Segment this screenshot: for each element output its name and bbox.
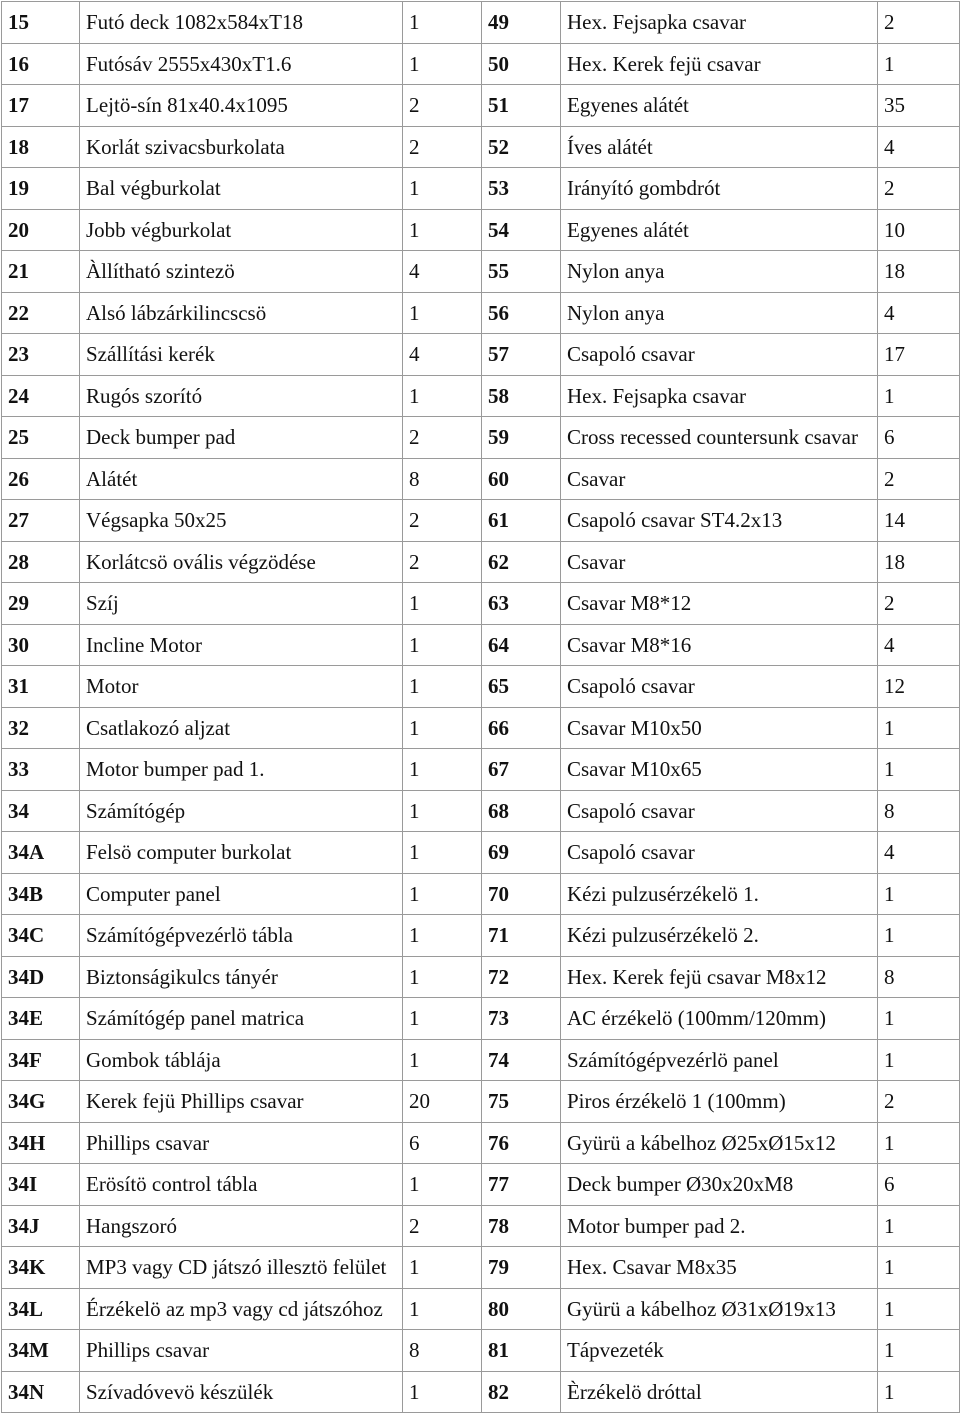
part-name-cell: Csapoló csavar bbox=[561, 832, 878, 874]
table-row bbox=[2, 666, 960, 708]
quantity-cell: 35 bbox=[878, 85, 960, 127]
part-name-cell: Íves alátét bbox=[561, 126, 878, 168]
part-number-cell: 49 bbox=[482, 2, 561, 44]
quantity-cell: 1 bbox=[403, 666, 482, 708]
quantity-cell: 2 bbox=[878, 168, 960, 210]
part-name-cell: Számítógépvezérlö panel bbox=[561, 1039, 878, 1081]
quantity-cell: 1 bbox=[878, 873, 960, 915]
quantity-cell: 4 bbox=[878, 292, 960, 334]
part-number-cell: 52 bbox=[482, 126, 561, 168]
quantity-cell: 6 bbox=[878, 1164, 960, 1206]
quantity-cell: 1 bbox=[878, 707, 960, 749]
part-name-cell: Hex. Kerek fejü csavar bbox=[561, 43, 878, 85]
part-number-cell: 34F bbox=[2, 1039, 80, 1081]
part-name-cell: Gyürü a kábelhoz Ø31xØ19x13 bbox=[561, 1288, 878, 1330]
part-name-cell: Nylon anya bbox=[561, 251, 878, 293]
part-name-cell: Jobb végburkolat bbox=[80, 209, 403, 251]
part-name-cell: Hex. Kerek fejü csavar M8x12 bbox=[561, 956, 878, 998]
part-name-cell: Érzékelö az mp3 vagy cd játszóhoz bbox=[80, 1288, 403, 1330]
part-number-cell: 22 bbox=[2, 292, 80, 334]
table-row bbox=[2, 168, 960, 210]
quantity-cell: 1 bbox=[878, 1122, 960, 1164]
quantity-cell: 8 bbox=[878, 956, 960, 998]
part-name-cell: Csavar M10x50 bbox=[561, 707, 878, 749]
part-name-cell: Csapoló csavar bbox=[561, 790, 878, 832]
part-number-cell: 50 bbox=[482, 43, 561, 85]
part-name-cell: Tápvezeték bbox=[561, 1330, 878, 1372]
quantity-cell: 1 bbox=[403, 998, 482, 1040]
part-number-cell: 30 bbox=[2, 624, 80, 666]
quantity-cell: 1 bbox=[403, 1288, 482, 1330]
part-name-cell: Motor bbox=[80, 666, 403, 708]
part-number-cell: 15 bbox=[2, 2, 80, 44]
part-name-cell: Csavar M8*12 bbox=[561, 583, 878, 625]
part-number-cell: 54 bbox=[482, 209, 561, 251]
table-row bbox=[2, 209, 960, 251]
quantity-cell: 6 bbox=[403, 1122, 482, 1164]
part-number-cell: 67 bbox=[482, 749, 561, 791]
part-name-cell: Biztonságikulcs tányér bbox=[80, 956, 403, 998]
part-number-cell: 27 bbox=[2, 500, 80, 542]
table-row bbox=[2, 292, 960, 334]
table-row bbox=[2, 749, 960, 791]
quantity-cell: 1 bbox=[878, 1330, 960, 1372]
part-number-cell: 70 bbox=[482, 873, 561, 915]
part-name-cell: Korlátcsö ovális végzödése bbox=[80, 541, 403, 583]
part-name-cell: Gombok táblája bbox=[80, 1039, 403, 1081]
part-number-cell: 57 bbox=[482, 334, 561, 376]
part-name-cell: Hex. Fejsapka csavar bbox=[561, 2, 878, 44]
part-number-cell: 74 bbox=[482, 1039, 561, 1081]
part-name-cell: Computer panel bbox=[80, 873, 403, 915]
part-number-cell: 34J bbox=[2, 1205, 80, 1247]
part-number-cell: 77 bbox=[482, 1164, 561, 1206]
quantity-cell: 1 bbox=[878, 1288, 960, 1330]
quantity-cell: 1 bbox=[403, 375, 482, 417]
quantity-cell: 1 bbox=[403, 583, 482, 625]
quantity-cell: 1 bbox=[878, 1247, 960, 1289]
part-number-cell: 66 bbox=[482, 707, 561, 749]
part-name-cell: Szívadóvevö készülék bbox=[80, 1371, 403, 1413]
table-row bbox=[2, 873, 960, 915]
quantity-cell: 8 bbox=[403, 1330, 482, 1372]
part-name-cell: Deck bumper pad bbox=[80, 417, 403, 459]
part-number-cell: 34I bbox=[2, 1164, 80, 1206]
part-name-cell: Phillips csavar bbox=[80, 1330, 403, 1372]
parts-list-body bbox=[2, 2, 960, 1413]
table-row bbox=[2, 1205, 960, 1247]
part-number-cell: 58 bbox=[482, 375, 561, 417]
part-number-cell: 32 bbox=[2, 707, 80, 749]
table-row bbox=[2, 126, 960, 168]
table-row bbox=[2, 915, 960, 957]
part-number-cell: 17 bbox=[2, 85, 80, 127]
part-number-cell: 34B bbox=[2, 873, 80, 915]
part-name-cell: Csapoló csavar bbox=[561, 666, 878, 708]
part-number-cell: 34N bbox=[2, 1371, 80, 1413]
table-row bbox=[2, 998, 960, 1040]
quantity-cell: 1 bbox=[403, 873, 482, 915]
part-name-cell: Incline Motor bbox=[80, 624, 403, 666]
table-row bbox=[2, 1288, 960, 1330]
part-number-cell: 82 bbox=[482, 1371, 561, 1413]
quantity-cell: 2 bbox=[403, 417, 482, 459]
table-row bbox=[2, 1330, 960, 1372]
table-row bbox=[2, 832, 960, 874]
part-name-cell: Szállítási kerék bbox=[80, 334, 403, 376]
table-row bbox=[2, 541, 960, 583]
part-name-cell: Számítógép panel matrica bbox=[80, 998, 403, 1040]
part-name-cell: Lejtö-sín 81x40.4x1095 bbox=[80, 85, 403, 127]
part-number-cell: 25 bbox=[2, 417, 80, 459]
quantity-cell: 10 bbox=[878, 209, 960, 251]
part-number-cell: 73 bbox=[482, 998, 561, 1040]
part-number-cell: 51 bbox=[482, 85, 561, 127]
part-number-cell: 20 bbox=[2, 209, 80, 251]
quantity-cell: 1 bbox=[878, 749, 960, 791]
part-name-cell: Piros érzékelö 1 (100mm) bbox=[561, 1081, 878, 1123]
part-name-cell: Szíj bbox=[80, 583, 403, 625]
quantity-cell: 1 bbox=[403, 707, 482, 749]
table-row bbox=[2, 2, 960, 44]
parts-list-table bbox=[1, 1, 960, 1413]
part-name-cell: Csatlakozó aljzat bbox=[80, 707, 403, 749]
part-number-cell: 34M bbox=[2, 1330, 80, 1372]
part-number-cell: 23 bbox=[2, 334, 80, 376]
part-name-cell: Hex. Csavar M8x35 bbox=[561, 1247, 878, 1289]
part-number-cell: 68 bbox=[482, 790, 561, 832]
part-name-cell: Egyenes alátét bbox=[561, 209, 878, 251]
table-row bbox=[2, 707, 960, 749]
part-name-cell: Futósáv 2555x430xT1.6 bbox=[80, 43, 403, 85]
part-name-cell: Hangszoró bbox=[80, 1205, 403, 1247]
table-row bbox=[2, 334, 960, 376]
part-name-cell: MP3 vagy CD játszó illesztö felület bbox=[80, 1247, 403, 1289]
part-number-cell: 16 bbox=[2, 43, 80, 85]
part-name-cell: Irányító gombdrót bbox=[561, 168, 878, 210]
part-name-cell: Èrzékelö dróttal bbox=[561, 1371, 878, 1413]
quantity-cell: 2 bbox=[403, 85, 482, 127]
part-name-cell: Nylon anya bbox=[561, 292, 878, 334]
quantity-cell: 2 bbox=[403, 541, 482, 583]
quantity-cell: 1 bbox=[403, 624, 482, 666]
quantity-cell: 4 bbox=[878, 832, 960, 874]
quantity-cell: 1 bbox=[878, 1039, 960, 1081]
part-number-cell: 81 bbox=[482, 1330, 561, 1372]
part-number-cell: 34C bbox=[2, 915, 80, 957]
quantity-cell: 4 bbox=[403, 251, 482, 293]
part-number-cell: 72 bbox=[482, 956, 561, 998]
part-name-cell: Kerek fejü Phillips csavar bbox=[80, 1081, 403, 1123]
part-name-cell: Csavar bbox=[561, 458, 878, 500]
part-number-cell: 34D bbox=[2, 956, 80, 998]
part-number-cell: 21 bbox=[2, 251, 80, 293]
part-number-cell: 64 bbox=[482, 624, 561, 666]
part-name-cell: Kézi pulzusérzékelö 1. bbox=[561, 873, 878, 915]
part-name-cell: Deck bumper Ø30x20xM8 bbox=[561, 1164, 878, 1206]
quantity-cell: 1 bbox=[403, 168, 482, 210]
part-number-cell: 34G bbox=[2, 1081, 80, 1123]
part-number-cell: 53 bbox=[482, 168, 561, 210]
table-row bbox=[2, 1164, 960, 1206]
part-name-cell: Motor bumper pad 1. bbox=[80, 749, 403, 791]
quantity-cell: 18 bbox=[878, 541, 960, 583]
part-number-cell: 63 bbox=[482, 583, 561, 625]
part-number-cell: 71 bbox=[482, 915, 561, 957]
part-name-cell: Egyenes alátét bbox=[561, 85, 878, 127]
quantity-cell: 1 bbox=[878, 375, 960, 417]
quantity-cell: 1 bbox=[403, 832, 482, 874]
quantity-cell: 1 bbox=[403, 1247, 482, 1289]
part-name-cell: Hex. Fejsapka csavar bbox=[561, 375, 878, 417]
table-row bbox=[2, 458, 960, 500]
part-number-cell: 80 bbox=[482, 1288, 561, 1330]
part-number-cell: 34 bbox=[2, 790, 80, 832]
part-name-cell: Cross recessed countersunk csavar bbox=[561, 417, 878, 459]
quantity-cell: 2 bbox=[878, 1081, 960, 1123]
part-name-cell: Phillips csavar bbox=[80, 1122, 403, 1164]
part-name-cell: Àllítható szintezö bbox=[80, 251, 403, 293]
quantity-cell: 1 bbox=[403, 1164, 482, 1206]
table-row bbox=[2, 956, 960, 998]
quantity-cell: 6 bbox=[878, 417, 960, 459]
quantity-cell: 1 bbox=[403, 749, 482, 791]
part-number-cell: 59 bbox=[482, 417, 561, 459]
part-number-cell: 29 bbox=[2, 583, 80, 625]
part-number-cell: 34L bbox=[2, 1288, 80, 1330]
quantity-cell: 2 bbox=[878, 2, 960, 44]
part-number-cell: 75 bbox=[482, 1081, 561, 1123]
part-name-cell: Csavar bbox=[561, 541, 878, 583]
part-number-cell: 34A bbox=[2, 832, 80, 874]
part-number-cell: 69 bbox=[482, 832, 561, 874]
quantity-cell: 1 bbox=[878, 998, 960, 1040]
part-name-cell: Gyürü a kábelhoz Ø25xØ15x12 bbox=[561, 1122, 878, 1164]
quantity-cell: 1 bbox=[403, 1371, 482, 1413]
quantity-cell: 17 bbox=[878, 334, 960, 376]
table-row bbox=[2, 790, 960, 832]
quantity-cell: 1 bbox=[403, 915, 482, 957]
quantity-cell: 1 bbox=[878, 1205, 960, 1247]
quantity-cell: 14 bbox=[878, 500, 960, 542]
part-name-cell: Erösítö control tábla bbox=[80, 1164, 403, 1206]
part-name-cell: Futó deck 1082x584xT18 bbox=[80, 2, 403, 44]
part-number-cell: 19 bbox=[2, 168, 80, 210]
part-number-cell: 18 bbox=[2, 126, 80, 168]
part-number-cell: 33 bbox=[2, 749, 80, 791]
quantity-cell: 18 bbox=[878, 251, 960, 293]
part-name-cell: Bal végburkolat bbox=[80, 168, 403, 210]
table-row bbox=[2, 375, 960, 417]
quantity-cell: 2 bbox=[878, 583, 960, 625]
part-number-cell: 76 bbox=[482, 1122, 561, 1164]
part-name-cell: Korlát szivacsburkolata bbox=[80, 126, 403, 168]
quantity-cell: 4 bbox=[878, 624, 960, 666]
part-number-cell: 26 bbox=[2, 458, 80, 500]
part-number-cell: 62 bbox=[482, 541, 561, 583]
part-name-cell: Rugós szorító bbox=[80, 375, 403, 417]
quantity-cell: 1 bbox=[403, 1039, 482, 1081]
quantity-cell: 2 bbox=[403, 500, 482, 542]
table-row bbox=[2, 251, 960, 293]
part-name-cell: Csapoló csavar bbox=[561, 334, 878, 376]
table-row bbox=[2, 1039, 960, 1081]
part-name-cell: AC érzékelö (100mm/120mm) bbox=[561, 998, 878, 1040]
part-name-cell: Motor bumper pad 2. bbox=[561, 1205, 878, 1247]
part-name-cell: Kézi pulzusérzékelö 2. bbox=[561, 915, 878, 957]
quantity-cell: 1 bbox=[403, 43, 482, 85]
part-name-cell: Számítógépvezérlö tábla bbox=[80, 915, 403, 957]
part-name-cell: Csavar M8*16 bbox=[561, 624, 878, 666]
part-name-cell: Végsapka 50x25 bbox=[80, 500, 403, 542]
part-number-cell: 60 bbox=[482, 458, 561, 500]
part-name-cell: Csapoló csavar ST4.2x13 bbox=[561, 500, 878, 542]
table-row bbox=[2, 43, 960, 85]
part-name-cell: Felsö computer burkolat bbox=[80, 832, 403, 874]
quantity-cell: 1 bbox=[403, 209, 482, 251]
quantity-cell: 2 bbox=[878, 458, 960, 500]
part-name-cell: Csavar M10x65 bbox=[561, 749, 878, 791]
quantity-cell: 12 bbox=[878, 666, 960, 708]
quantity-cell: 1 bbox=[878, 915, 960, 957]
quantity-cell: 1 bbox=[878, 1371, 960, 1413]
quantity-cell: 1 bbox=[403, 292, 482, 334]
table-row bbox=[2, 1371, 960, 1413]
part-number-cell: 55 bbox=[482, 251, 561, 293]
part-number-cell: 56 bbox=[482, 292, 561, 334]
table-row bbox=[2, 417, 960, 459]
quantity-cell: 2 bbox=[403, 1205, 482, 1247]
table-row bbox=[2, 1247, 960, 1289]
quantity-cell: 8 bbox=[403, 458, 482, 500]
table-row bbox=[2, 1122, 960, 1164]
part-number-cell: 78 bbox=[482, 1205, 561, 1247]
quantity-cell: 1 bbox=[403, 2, 482, 44]
part-number-cell: 24 bbox=[2, 375, 80, 417]
quantity-cell: 20 bbox=[403, 1081, 482, 1123]
part-number-cell: 34E bbox=[2, 998, 80, 1040]
quantity-cell: 1 bbox=[403, 790, 482, 832]
quantity-cell: 8 bbox=[878, 790, 960, 832]
table-row bbox=[2, 1081, 960, 1123]
quantity-cell: 1 bbox=[878, 43, 960, 85]
quantity-cell: 4 bbox=[403, 334, 482, 376]
table-row bbox=[2, 624, 960, 666]
part-name-cell: Alátét bbox=[80, 458, 403, 500]
quantity-cell: 4 bbox=[878, 126, 960, 168]
part-name-cell: Alsó lábzárkilincscsö bbox=[80, 292, 403, 334]
part-number-cell: 34K bbox=[2, 1247, 80, 1289]
table-row bbox=[2, 500, 960, 542]
part-number-cell: 61 bbox=[482, 500, 561, 542]
part-name-cell: Számítógép bbox=[80, 790, 403, 832]
part-number-cell: 65 bbox=[482, 666, 561, 708]
table-row bbox=[2, 583, 960, 625]
quantity-cell: 1 bbox=[403, 956, 482, 998]
part-number-cell: 34H bbox=[2, 1122, 80, 1164]
part-number-cell: 79 bbox=[482, 1247, 561, 1289]
quantity-cell: 2 bbox=[403, 126, 482, 168]
table-row bbox=[2, 85, 960, 127]
part-number-cell: 28 bbox=[2, 541, 80, 583]
part-number-cell: 31 bbox=[2, 666, 80, 708]
